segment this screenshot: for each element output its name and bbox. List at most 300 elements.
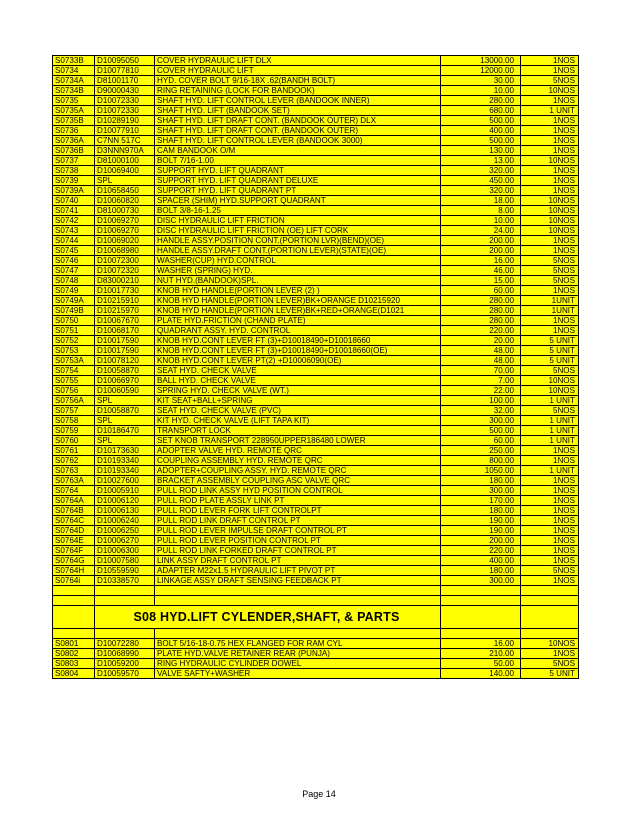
part-code-cell: S0741	[53, 206, 95, 216]
description-cell: SUPPORT HYD. LIFT QUADRANT PT	[155, 186, 441, 196]
empty-row	[53, 629, 579, 639]
price-cell: 280.00	[441, 296, 521, 306]
quantity-cell: 1NOS	[521, 476, 579, 486]
price-cell: 70.00	[441, 366, 521, 376]
price-cell: 800.00	[441, 456, 521, 466]
ref-number-cell: SPL	[95, 176, 155, 186]
ref-number-cell: D90000430	[95, 86, 155, 96]
description-cell: BRACKET ASSEMBLY COUPLING ASC VALVE QRC	[155, 476, 441, 486]
part-code-cell: S0752	[53, 336, 95, 346]
price-cell: 200.00	[441, 236, 521, 246]
part-code-cell: S0757	[53, 406, 95, 416]
description-cell: SHAFT HYD. LIFT CONTROL LEVER (BANDOOK 3000)	[155, 136, 441, 146]
price-cell: 500.00	[441, 426, 521, 436]
table-row	[53, 136, 579, 146]
table-row	[53, 486, 579, 496]
ref-number-cell: SPL	[95, 416, 155, 426]
part-code-cell: S0734B	[53, 86, 95, 96]
description-cell: PULL ROD LINK FORKED DRAFT CONTROL PT	[155, 546, 441, 556]
part-code-cell: S0758	[53, 416, 95, 426]
table-row	[53, 336, 579, 346]
part-code-cell: S0745	[53, 246, 95, 256]
description-cell: KNOB HYD HANDLE(PORTION LEVER)BK+ORANGE D10215920	[155, 296, 441, 306]
description-cell: VALVE SAFTY+WASHER	[155, 669, 441, 679]
ref-number-cell: D10559590	[95, 566, 155, 576]
description-cell: ADAPTER M22x1.5 HYDRAULIC LIFT PIVOT PT	[155, 566, 441, 576]
price-cell: 13.00	[441, 156, 521, 166]
ref-number-cell: D10077810	[95, 66, 155, 76]
price-cell: 60.00	[441, 436, 521, 446]
parts-price-table	[52, 55, 579, 679]
page-number: Page 14	[302, 789, 336, 799]
description-cell: BOLT 5/16-18-0.75 HEX FLANGED FOR RAM CYL	[155, 639, 441, 649]
description-cell: SEAT HYD. CHECK VALVE	[155, 366, 441, 376]
ref-number-cell: D83000210	[95, 276, 155, 286]
ref-number-cell: D10027600	[95, 476, 155, 486]
price-cell: 180.00	[441, 506, 521, 516]
price-cell: 250.00	[441, 446, 521, 456]
price-cell: 10.00	[441, 216, 521, 226]
description-cell: DISC HYDRAULIC LIFT FRICTION	[155, 216, 441, 226]
ref-number-cell: D10007580	[95, 556, 155, 566]
quantity-cell: 1 UNIT	[521, 426, 579, 436]
table-row	[53, 526, 579, 536]
ref-number-cell: D10072330	[95, 106, 155, 116]
table-row	[53, 266, 579, 276]
ref-number-cell: D81001170	[95, 76, 155, 86]
ref-number-cell: D10006120	[95, 496, 155, 506]
description-cell: ADOPTER VALVE HYD. REMOTE QRC	[155, 446, 441, 456]
price-cell: 220.00	[441, 546, 521, 556]
table-row	[53, 206, 579, 216]
quantity-cell: 1NOS	[521, 326, 579, 336]
quantity-cell: 1NOS	[521, 186, 579, 196]
table-row	[53, 256, 579, 266]
description-cell: KNOB HYD HANDLE(PORTION LEVER)BK+RED+ORANGE(D1021	[155, 306, 441, 316]
price-cell: 680.00	[441, 106, 521, 116]
table-row	[53, 106, 579, 116]
description-cell: ADOPTER+COUPLING ASSY. HYD. REMOTE QRC	[155, 466, 441, 476]
part-code-cell: S0744	[53, 236, 95, 246]
table-row	[53, 566, 579, 576]
price-cell: 16.00	[441, 256, 521, 266]
description-cell: KIT SEAT+BALL+SPRING	[155, 396, 441, 406]
table-row	[53, 316, 579, 326]
price-cell: 400.00	[441, 126, 521, 136]
price-cell: 300.00	[441, 576, 521, 586]
part-code-cell: S0756	[53, 386, 95, 396]
quantity-cell: 10NOS	[521, 376, 579, 386]
quantity-cell: 1NOS	[521, 96, 579, 106]
price-cell: 170.00	[441, 496, 521, 506]
quantity-cell: 1NOS	[521, 496, 579, 506]
quantity-cell: 1UNIT	[521, 306, 579, 316]
quantity-cell: 1 UNIT	[521, 396, 579, 406]
part-code-cell: S0737	[53, 156, 95, 166]
part-code-cell: S0801	[53, 639, 95, 649]
table-row	[53, 116, 579, 126]
table-row	[53, 506, 579, 516]
part-code-cell: S0735	[53, 96, 95, 106]
table-row	[53, 649, 579, 659]
part-code-cell: S0734	[53, 66, 95, 76]
ref-number-cell: C7NN 517C	[95, 136, 155, 146]
price-cell: 200.00	[441, 536, 521, 546]
part-code-cell: S0763A	[53, 476, 95, 486]
price-cell: 450.00	[441, 176, 521, 186]
price-cell: 500.00	[441, 136, 521, 146]
table-row	[53, 366, 579, 376]
description-cell: KNOB HYD.CONT LEVER PT(2) +D10006090(OE)	[155, 356, 441, 366]
description-cell: CAM BANDOOK O/M	[155, 146, 441, 156]
description-cell: RING RETAINING (LOCK FOR BANDOOK)	[155, 86, 441, 96]
quantity-cell: 1NOS	[521, 116, 579, 126]
description-cell: RING HYDRAULIC CYLINDER DOWEL	[155, 659, 441, 669]
ref-number-cell: D10072320	[95, 266, 155, 276]
description-cell: SET KNOB TRANSPORT 228950UPPER186480 LOWER	[155, 436, 441, 446]
part-code-cell: S0764	[53, 486, 95, 496]
part-code-cell: S0735A	[53, 106, 95, 116]
ref-number-cell: D10069270	[95, 216, 155, 226]
description-cell: QUADRANT ASSY. HYD. CONTROL	[155, 326, 441, 336]
part-code-cell: S0759	[53, 426, 95, 436]
ref-number-cell: D10215910	[95, 296, 155, 306]
ref-number-cell: D10066970	[95, 376, 155, 386]
part-code-cell: S0751	[53, 326, 95, 336]
part-code-cell: S0756A	[53, 396, 95, 406]
table-row	[53, 216, 579, 226]
table-row	[53, 76, 579, 86]
price-cell: 220.00	[441, 326, 521, 336]
price-cell: 12000.00	[441, 66, 521, 76]
ref-number-cell: D10068170	[95, 326, 155, 336]
price-cell: 500.00	[441, 116, 521, 126]
ref-number-cell: D10069270	[95, 226, 155, 236]
description-cell: SPRING HYD. CHECK VALVE (WT.)	[155, 386, 441, 396]
part-code-cell: S0804	[53, 669, 95, 679]
ref-number-cell: D3NNN970A	[95, 146, 155, 156]
price-cell: 32.00	[441, 406, 521, 416]
quantity-cell: 1NOS	[521, 66, 579, 76]
ref-number-cell: D10072330	[95, 96, 155, 106]
table-row	[53, 236, 579, 246]
table-row	[53, 436, 579, 446]
quantity-cell: 1NOS	[521, 246, 579, 256]
price-cell: 190.00	[441, 516, 521, 526]
price-cell: 16.00	[441, 639, 521, 649]
description-cell: SHAFT HYD. LIFT DRAFT CONT. (BANDOOK OUTER) DLX	[155, 116, 441, 126]
price-cell: 130.00	[441, 146, 521, 156]
table-row	[53, 96, 579, 106]
part-code-cell: S0739A	[53, 186, 95, 196]
part-code-cell: S0753	[53, 346, 95, 356]
ref-number-cell: D10068980	[95, 246, 155, 256]
description-cell: PULL ROD LEVER FORK LIFT CONTROLPT	[155, 506, 441, 516]
description-cell: KNOB HYD.CONT LEVER FT (3)+D10018490+D10018660	[155, 336, 441, 346]
quantity-cell: 1NOS	[521, 236, 579, 246]
quantity-cell: 5 UNIT	[521, 669, 579, 679]
quantity-cell: 5 UNIT	[521, 336, 579, 346]
part-code-cell: S0739	[53, 176, 95, 186]
quantity-cell: 5 UNIT	[521, 346, 579, 356]
description-cell: PULL ROD LINK DRAFT CONTROL PT	[155, 516, 441, 526]
quantity-cell: 10NOS	[521, 226, 579, 236]
table-row	[53, 346, 579, 356]
quantity-cell: 5NOS	[521, 406, 579, 416]
table-row	[53, 406, 579, 416]
description-cell: NUT HYD.(BANDOOK)SPL.	[155, 276, 441, 286]
table-row	[53, 276, 579, 286]
part-code-cell: S0803	[53, 659, 95, 669]
price-cell: 50.00	[441, 659, 521, 669]
part-code-cell: S0755	[53, 376, 95, 386]
description-cell: PULL ROD LINK ASSY HYD POSITION CONTROL	[155, 486, 441, 496]
part-code-cell: S0764B	[53, 506, 95, 516]
section-header-group	[53, 606, 579, 639]
quantity-cell: 5NOS	[521, 266, 579, 276]
table-row	[53, 296, 579, 306]
price-cell: 18.00	[441, 196, 521, 206]
table-row	[53, 66, 579, 76]
description-cell: TRANSPORT LOCK	[155, 426, 441, 436]
quantity-cell: 5NOS	[521, 276, 579, 286]
part-code-cell: S0764i	[53, 576, 95, 586]
quantity-cell: 5NOS	[521, 659, 579, 669]
ref-number-cell: D10017590	[95, 346, 155, 356]
quantity-cell: 1 UNIT	[521, 106, 579, 116]
price-cell: 8.00	[441, 206, 521, 216]
quantity-cell: 10NOS	[521, 196, 579, 206]
part-code-cell: S0753A	[53, 356, 95, 366]
part-code-cell: S0750	[53, 316, 95, 326]
ref-number-cell: D10069020	[95, 236, 155, 246]
empty-row	[53, 586, 579, 596]
part-code-cell: S0760	[53, 436, 95, 446]
table-row	[53, 176, 579, 186]
price-cell: 13000.00	[441, 56, 521, 66]
description-cell: PULL ROD LEVER POSITION CONTROL PT	[155, 536, 441, 546]
table-row	[53, 156, 579, 166]
ref-number-cell: D10077910	[95, 126, 155, 136]
table-row	[53, 546, 579, 556]
quantity-cell: 1NOS	[521, 136, 579, 146]
quantity-cell: 1NOS	[521, 576, 579, 586]
price-cell: 320.00	[441, 186, 521, 196]
ref-number-cell: D10059570	[95, 669, 155, 679]
parts-rows-top	[53, 56, 579, 586]
price-cell: 7.00	[441, 376, 521, 386]
table-row	[53, 516, 579, 526]
table-row	[53, 226, 579, 236]
part-code-cell: S0749A	[53, 296, 95, 306]
part-code-cell: S0733B	[53, 56, 95, 66]
description-cell: BALL HYD. CHECK VALVE	[155, 376, 441, 386]
part-code-cell: S0749B	[53, 306, 95, 316]
price-cell: 22.00	[441, 386, 521, 396]
table-row	[53, 536, 579, 546]
table-row	[53, 456, 579, 466]
description-cell: PLATE HYD.VALVE RETAINER REAR (PUNJA)	[155, 649, 441, 659]
ref-number-cell: D10186470	[95, 426, 155, 436]
quantity-cell: 1NOS	[521, 166, 579, 176]
part-code-cell: S0742	[53, 216, 95, 226]
description-cell: DISC HYDRAULIC LIFT FRICTION (OE) LIFT CORK	[155, 226, 441, 236]
price-cell: 180.00	[441, 566, 521, 576]
table-row	[53, 386, 579, 396]
ref-number-cell: D10058870	[95, 366, 155, 376]
table-row	[53, 86, 579, 96]
price-cell: 100.00	[441, 396, 521, 406]
table-row	[53, 669, 579, 679]
description-cell: BOLT 7/16-1.00	[155, 156, 441, 166]
description-cell: LINKAGE ASSY DRAFT SENSING FEEDBACK PT	[155, 576, 441, 586]
quantity-cell: 10NOS	[521, 639, 579, 649]
table-row	[53, 356, 579, 366]
quantity-cell: 1NOS	[521, 456, 579, 466]
part-code-cell: S0749	[53, 286, 95, 296]
quantity-cell: 5NOS	[521, 256, 579, 266]
ref-number-cell: D10068990	[95, 649, 155, 659]
quantity-cell: 10NOS	[521, 86, 579, 96]
description-cell: SUPPORT HYD. LIFT QUADRANT DELUXE	[155, 176, 441, 186]
quantity-cell: 5NOS	[521, 566, 579, 576]
ref-number-cell: D10006130	[95, 506, 155, 516]
table-row	[53, 576, 579, 586]
table-row	[53, 476, 579, 486]
table-row	[53, 659, 579, 669]
ref-number-cell: D10193340	[95, 466, 155, 476]
part-code-cell: S0764D	[53, 526, 95, 536]
table-row	[53, 126, 579, 136]
parts-rows-bottom	[53, 639, 579, 679]
description-cell: SPACER (SHIM) HYD.SUPPORT QUADRANT	[155, 196, 441, 206]
part-code-cell: S0763	[53, 466, 95, 476]
ref-number-cell: D10006240	[95, 516, 155, 526]
description-cell: WASHER(CUP) HYD.CONTROL	[155, 256, 441, 266]
quantity-cell: 10NOS	[521, 206, 579, 216]
ref-number-cell: D10006300	[95, 546, 155, 556]
price-cell: 30.00	[441, 76, 521, 86]
spacer-rows	[53, 586, 579, 606]
part-code-cell: S0764A	[53, 496, 95, 506]
ref-number-cell: D10006250	[95, 526, 155, 536]
description-cell: COVER HYDRAULIC LIFT DLX	[155, 56, 441, 66]
part-code-cell: S0754	[53, 366, 95, 376]
description-cell: HYD. COVER BOLT 9/16-18X .62(BANDH BOLT)	[155, 76, 441, 86]
ref-number-cell: D10072280	[95, 639, 155, 649]
price-cell: 210.00	[441, 649, 521, 659]
price-cell: 60.00	[441, 286, 521, 296]
table-row	[53, 186, 579, 196]
price-cell: 15.00	[441, 276, 521, 286]
ref-number-cell: D10058870	[95, 406, 155, 416]
part-code-cell: S0764G	[53, 556, 95, 566]
quantity-cell: 1UNIT	[521, 296, 579, 306]
price-cell: 48.00	[441, 346, 521, 356]
part-code-cell: S0764C	[53, 516, 95, 526]
ref-number-cell: D10193340	[95, 456, 155, 466]
price-cell: 300.00	[441, 486, 521, 496]
part-code-cell: S0734A	[53, 76, 95, 86]
price-cell: 320.00	[441, 166, 521, 176]
ref-number-cell: SPL	[95, 396, 155, 406]
quantity-cell: 1 UNIT	[521, 416, 579, 426]
quantity-cell: 1NOS	[521, 526, 579, 536]
description-cell: KIT HYD. CHECK VALVE (LIFT TAPA KIT)	[155, 416, 441, 426]
price-cell: 300.00	[441, 416, 521, 426]
part-code-cell: S0764H	[53, 566, 95, 576]
ref-number-cell: D10069400	[95, 166, 155, 176]
part-code-cell: S0761	[53, 446, 95, 456]
quantity-cell: 1NOS	[521, 516, 579, 526]
quantity-cell: 1NOS	[521, 536, 579, 546]
table-row	[53, 376, 579, 386]
quantity-cell: 10NOS	[521, 216, 579, 226]
part-code-cell: S0802	[53, 649, 95, 659]
ref-number-cell: D10095050	[95, 56, 155, 66]
part-code-cell: S0746	[53, 256, 95, 266]
price-cell: 1050.00	[441, 466, 521, 476]
table-row	[53, 246, 579, 256]
quantity-cell: 1 UNIT	[521, 436, 579, 446]
ref-number-cell: D10060590	[95, 386, 155, 396]
description-cell: HANDLE ASSY.DRAFT CONT.(PORTION LEVER)(STATE)(OE)	[155, 246, 441, 256]
ref-number-cell: D10017730	[95, 286, 155, 296]
description-cell: SHAFT HYD. LIFT DRAFT CONT. (BANDOOK OUTER)	[155, 126, 441, 136]
description-cell: PULL ROD LEVER IMPULSE DRAFT CONTROL PT	[155, 526, 441, 536]
table-row	[53, 166, 579, 176]
part-code-cell: S0748	[53, 276, 95, 286]
table-row	[53, 396, 579, 406]
table-row	[53, 496, 579, 506]
description-cell: SUPPORT HYD. LIFT QUADRANT	[155, 166, 441, 176]
price-cell: 140.00	[441, 669, 521, 679]
price-cell: 180.00	[441, 476, 521, 486]
quantity-cell: 1NOS	[521, 649, 579, 659]
quantity-cell: 1NOS	[521, 126, 579, 136]
quantity-cell: 1NOS	[521, 316, 579, 326]
description-cell: KNOB HYD HANDLE(PORTION LEVER (2) )	[155, 286, 441, 296]
ref-number-cell: D10017590	[95, 336, 155, 346]
table-row	[53, 639, 579, 649]
price-cell: 280.00	[441, 306, 521, 316]
quantity-cell: 10NOS	[521, 156, 579, 166]
part-code-cell: S0747	[53, 266, 95, 276]
part-code-cell: S0743	[53, 226, 95, 236]
description-cell: HANDLE ASSY.POSITION CONT.(PORTION LVR)(BEND)(OE)	[155, 236, 441, 246]
description-cell: COUPLING ASSEMBLY HYD. REMOTE QRC	[155, 456, 441, 466]
description-cell: WASHER (SPRING) HYD.	[155, 266, 441, 276]
price-cell: 400.00	[441, 556, 521, 566]
part-code-cell: S0740	[53, 196, 95, 206]
quantity-cell: 1NOS	[521, 506, 579, 516]
quantity-cell: 1NOS	[521, 556, 579, 566]
table-row	[53, 286, 579, 296]
ref-number-cell: D10060820	[95, 196, 155, 206]
price-cell: 280.00	[441, 316, 521, 326]
description-cell: SHAFT HYD. LIFT (BANDOOK SET)	[155, 106, 441, 116]
part-code-cell: S0736	[53, 126, 95, 136]
price-cell: 200.00	[441, 246, 521, 256]
table-row	[53, 326, 579, 336]
table-row	[53, 556, 579, 566]
ref-number-cell: D10173630	[95, 446, 155, 456]
quantity-cell: 1NOS	[521, 176, 579, 186]
section-header-row	[53, 606, 579, 629]
description-cell: SEAT HYD. CHECK VALVE (PVC)	[155, 406, 441, 416]
quantity-cell: 5 UNIT	[521, 356, 579, 366]
ref-number-cell: D10067670	[95, 316, 155, 326]
